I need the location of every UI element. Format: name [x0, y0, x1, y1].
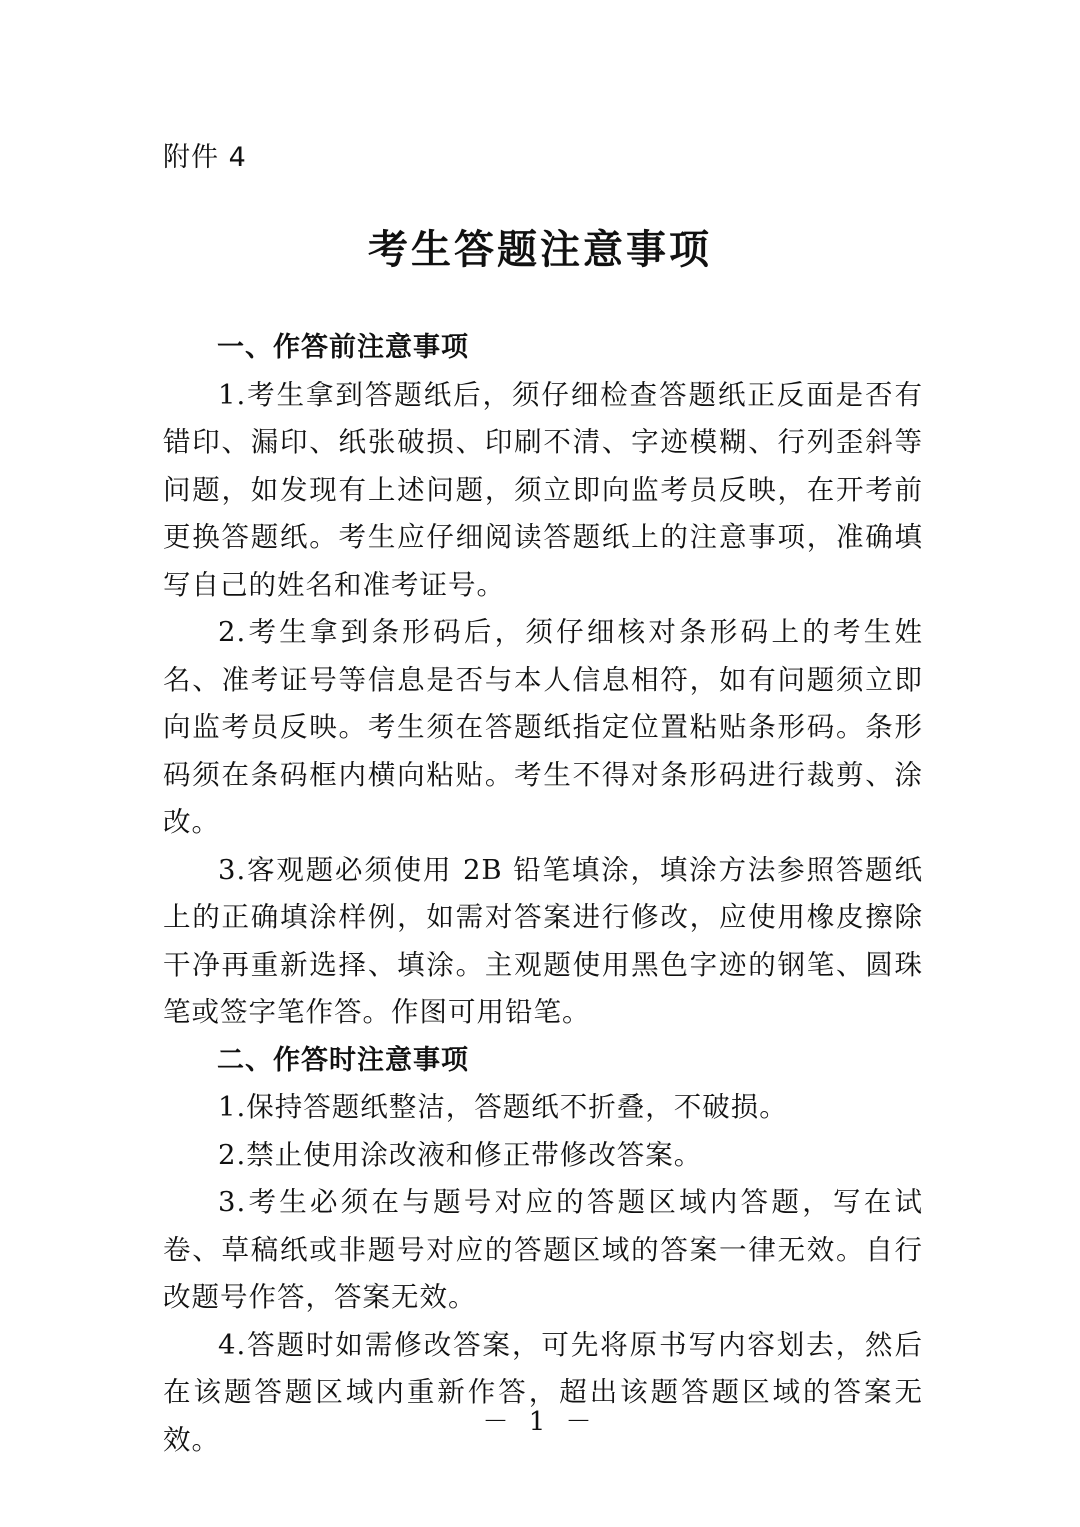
attachment-label: 附件 4: [163, 142, 247, 173]
page-number: － 1 －: [482, 1407, 598, 1437]
section-heading-before-answering: 一、作答前注意事项: [217, 332, 469, 363]
document-body: [163, 324, 923, 1464]
paragraph-no-correction-fluid: 2.禁止使用涂改液和修正带修改答案。: [218, 1138, 703, 1171]
paragraph-check-answer-sheet: 1.考生拿到答题纸后，须仔细检查答题纸正反面是否有错印、漏印、纸张破损、印刷不清、字迹模糊、行列歪斜等问题，如发现有上述问题，须立即向监考员反映，在开考前更换答题纸。考生应仔细阅读答题纸上的注意事项，准确填写自己的姓名和准考证号。: [163, 378, 923, 601]
page-title: 考生答题注意事项: [368, 226, 712, 273]
paragraph-answer-area: 3.考生必须在与题号对应的答题区域内答题，写在试卷、草稿纸或非题号对应的答题区域的答案一律无效。自行改题号作答，答案无效。: [163, 1186, 923, 1313]
paragraph-modify-answer: 4.答题时如需修改答案，可先将原书写内容划去，然后在该题答题区域内重新作答，超出该题答题区域的答案无效。: [163, 1328, 923, 1456]
paragraph-keep-clean: 1.保持答题纸整洁，答题纸不折叠，不破损。: [218, 1091, 788, 1123]
paragraph-barcode: 2.考生拿到条形码后，须仔细核对条形码上的考生姓名、准考证号等信息是否与本人信息相符，如有问题须立即向监考员反映。考生须在答题纸指定位置粘贴条形码。条形码须在条码框内横向粘贴。考生不得对条形码进行裁剪、涂改。: [163, 616, 923, 838]
section-heading-while-answering: 二、作答时注意事项: [217, 1044, 469, 1076]
paragraph-pencil-usage: 3.客观题必须使用 2B 铅笔填涂，填涂方法参照答题纸上的正确填涂样例，如需对答案进行修改，应使用橡皮擦除干净再重新选择、填涂。主观题使用黑色字迹的钢笔、圆珠笔或签字笔作答。作图可用铅笔。: [163, 853, 923, 1028]
